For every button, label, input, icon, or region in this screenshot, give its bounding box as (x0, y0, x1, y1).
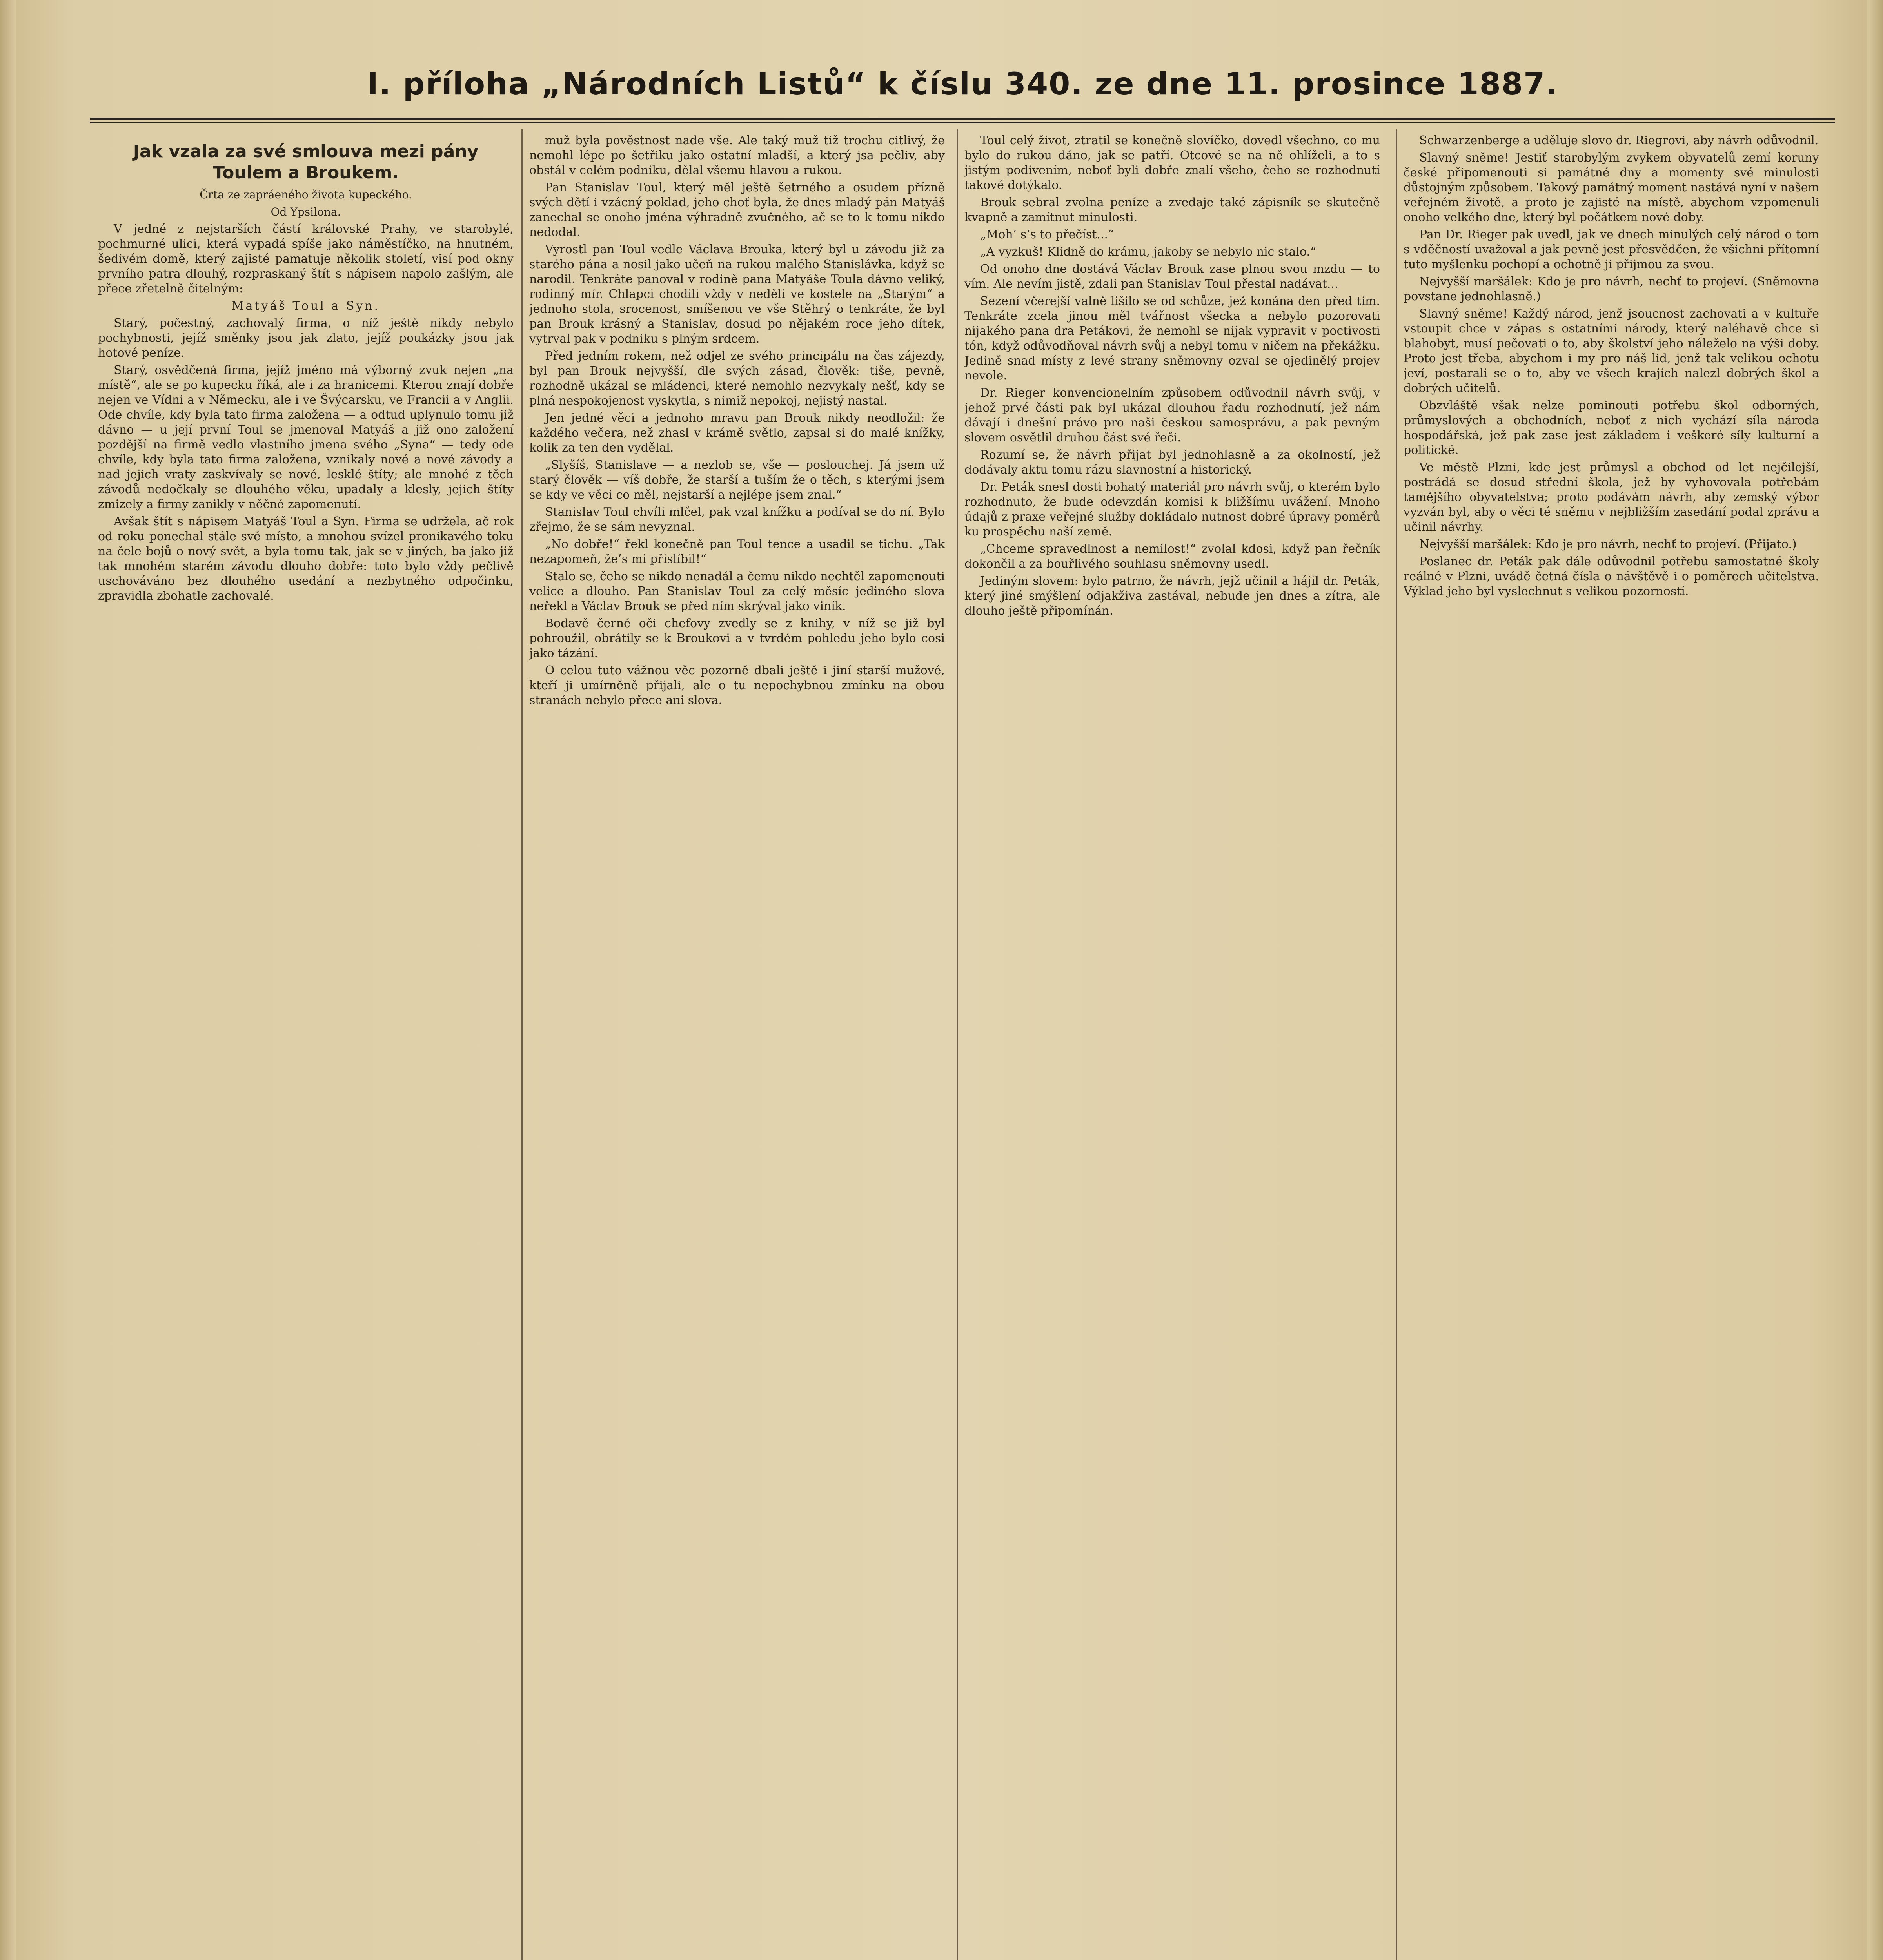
column-divider (521, 129, 523, 1960)
paragraph: Jediným slovem: bylo patrno, že návrh, jejž učinil a hájil dr. Peták, který jiné smýšlení odjakživa zastával, nebude jen dnes a zítra, ale dlouho ještě připomínán. (964, 574, 1380, 618)
header-rule-thin (90, 122, 1835, 123)
paragraph: Od onoho dne dostává Václav Brouk zase plnou svou mzdu — to vím. Ale nevím jistě, zdali pan Stanislav Toul přestal nadávat... (964, 262, 1380, 291)
column-2 (529, 133, 945, 1960)
article-subtitle: Črta ze zapráeného života kupeckého. (200, 188, 412, 201)
column-4 (1404, 133, 1819, 1960)
firm-name: Matyáš Toul a Syn. (231, 299, 380, 313)
paragraph: Ve městě Plzni, kde jest průmysl a obchod od let nejčilejší, postrádá se dosud střední škola, jež by vyhovovala potřebám tamějšího obyvatelstva; proto podávám návrh, aby zemský výbor vyzván byl, aby o věci té sněmu v nejbližším zasedání podal zprávu a učinil návrhy. (1404, 461, 1819, 534)
paragraph: „Chceme spravedlnost a nemilost!“ zvolal kdosi, když pan řečník dokončil a za bouřlivého souhlasu sněmovny usedl. (964, 542, 1380, 571)
paragraph: „No dobře!“ řekl konečně pan Toul tence a usadil se tichu. „Tak nezapomeň, že’s mi přislíbil!“ (529, 537, 945, 566)
paragraph: Před jedním rokem, než odjel ze svého principálu na čas zájezdy, byl pan Brouk nejvyšší, dle svých zásad, člověk: tiše, pevně, rozhodně ukázal se mládenci, které nemohlo nezvykaly nešť, kdy se plná nespokojenost vyskytla, s nimiž nepokoj, nejistý nastal. (529, 349, 945, 408)
paragraph: Dr. Peták snesl dosti bohatý materiál pro návrh svůj, o kterém bylo rozhodnuto, že bude odevzdán komisi k bližšímu uvážení. Mnoho údajů z praxe veřejné služby dokládalo nutnost dobré úpravy poměrů ku prospěchu naší země. (964, 480, 1380, 539)
paragraph: Pan Stanislav Toul, který měl ještě šetrného a osudem přízně svých dětí i vzácný poklad, jeho choť byla, že dnes mladý pán Matyáš zanechal se onoho jména výhradně zvučného, ač se to k tomu nikdo nedodal. (529, 181, 945, 239)
paragraph: Starý, počestný, zachovalý firma, o níž ještě nikdy nebylo pochybnosti, jejíž směnky jsou jak zlato, jejíž poukázky jsou jak hotové peníze. (98, 316, 514, 360)
paragraph: Vyrostl pan Toul vedle Václava Brouka, který byl u závodu již za starého pána a nosil jako učeň na rukou malého Stanislávka, když se narodil. Tenkráte panoval v rodině pana Matyáše Toula dávno veliký, rodinný mír. Chlapci chodili vždy v neděli ve kostele na „Starým“ a jednoho stola, srocenost, smíšenou ve vše Stěhrý o tenkráte, že byl pan Brouk krásný a Stanislav, dosud po nějakém roce jeho dítek, vytrval pak v podniku s plným srdcem. (529, 243, 945, 346)
paragraph: Pan Dr. Rieger pak uvedl, jak ve dnech minulých celý národ o tom s vděčností uvažoval a jak pevně jest přesvědčen, že všichni přítomní tuto myšlenku pochopí a ochotně ji přijmou za svou. (1404, 228, 1819, 271)
paragraph: Stanislav Toul chvíli mlčel, pak vzal knížku a podíval se do ní. Bylo zřejmo, že se sám nevyznal. (529, 505, 945, 534)
column-divider (1396, 129, 1397, 1960)
paragraph: Avšak štít s nápisem Matyáš Toul a Syn. Firma se udržela, ač rok od roku ponechal stále své místo, a mnohou svízel pronikavého toku na čele bojů o nový svět, a byla tomu tak, jak se v jiných, ba jako již tak mnohém starém závodu dlouho dobře: toto bylo vždy pečlivě uschováváno bez dlouhého usedání a nezbytného odpočinku, zpravidla zbohatle zachovalé. (98, 515, 514, 603)
paragraph: Brouk sebral zvolna peníze a zvedaje také zápisník se skutečně kvapně a zamítnut minulosti. (964, 196, 1380, 224)
paragraph: V jedné z nejstarších částí královské Prahy, ve starobylé, pochmurné ulici, která vypadá spíše jako náměstíčko, na hnutném, šedivém domě, který zajisté pamatuje několik století, visí pod okny prvního patra dlouhý, rozpraskaný štít s nápisem napolo zašlým, ale přece zřetelně čitelným: (98, 222, 514, 296)
column-divider (957, 129, 958, 1960)
paragraph: Slavný sněme! Jestiť starobylým zvykem obyvatelů zemí koruny české připomenouti si památné dny a momenty své minulosti důstojným způsobem. Takový památný moment nastává nyní v našem veřejném životě, a proto je zajisté na místě, abychom vzpomenuli onoho velkého dne, který byl počátkem nové doby. (1404, 151, 1819, 224)
paragraph: Slavný sněme! Každý národ, jenž jsoucnost zachovati a v kultuře vstoupit chce v zápas s ostatními národy, který naléhavě chce si blahobyt, musí pečovati o to, aby školství jeho náleželo na výši doby. Proto jest třeba, abychom i my pro náš lid, jenž tak velikou ochotu jeví, postarali se o to, aby ve všech krajích nalezl dobrých škol a dobrých učitelů. (1404, 307, 1819, 395)
paragraph: Rozumí se, že návrh přijat byl jednohlasně a za okolností, jež dodávaly aktu tomu rázu slavnostní a historický. (964, 448, 1380, 477)
paragraph: Jen jedné věci a jednoho mravu pan Brouk nikdy neodložil: že každého večera, než zhasl v krámě světlo, zapsal si do malé knížky, kolik za ten den vydělal. (529, 411, 945, 455)
paragraph: Bodavě černé oči chefovy zvedly se z knihy, v níž se již byl pohroužil, obrátily se k Broukovi a v tvrdém pohledu jeho bylo cosi jako tázání. (529, 617, 945, 660)
paragraph: O celou tuto vážnou věc pozorně dbali ještě i jiní starší mužové, kteří ji umírněně přijali, ale o tu nepochybnou zmínku na obou stranách nebylo přece ani slova. (529, 664, 945, 707)
paragraph: Starý, osvědčená firma, jejíž jméno má výborný zvuk nejen „na místě“, ale se po kupecku říká, ale i za hranicemi. Kterou znají dobře nejen ve Vídni a v Německu, ale i ve Švýcarsku, ve Francii a v Anglii. Ode chvíle, kdy byla tato firma založena — a odtud uplynulo tomu již dávno — u její první Toul se jmenoval Matyáš a již ono založení pozdější na firmě vedlo vlastního jmena svého „Syna“ — tedy ode chvíle, kdy byla tato firma založena, vznikaly nové a nové závody a nad jejich vraty zaskvívaly se nové, lesklé štíty; ale mnohé z těch závodů nedočkaly se dlouhého věku, upadaly a klesly, jejich štíty zmizely a firmy zanikly v něčné zapomenutí. (98, 363, 514, 511)
paragraph: Obzvláště však nelze pominouti potřebu škol odborných, průmyslových a obchodních, neboť z nich vychází síla národa hospodářská, jež pak zase jest základem i veškeré síly kulturní a politické. (1404, 399, 1819, 457)
article-author: Od Ypsilona. (271, 205, 341, 218)
paragraph: Stalo se, čeho se nikdo nenadál a čemu nikdo nechtěl zapomenouti velice a dlouho. Pan Stanislav Toul za celý měsíc jediného slova neřekl a Václav Brouk se před ním skrýval jako viník. (529, 570, 945, 613)
paragraph: Toul celý život, ztratil se konečně slovíčko, dovedl všechno, co mu bylo do rukou dáno, jak se patří. Otcové se na ně ohlíželi, a to s jistým podivením, neboť byli dobře znalí všeho, čeho se rozhodnutí takové dotýkalo. (964, 134, 1380, 192)
paragraph: Schwarzenberge a uděluje slovo dr. Riegrovi, aby návrh odůvodnil. (1419, 134, 1819, 147)
paragraph: Nejvyšší maršálek: Kdo je pro návrh, nechť to projeví. (Přijato.) (1419, 537, 1797, 551)
page-header (94, 67, 1831, 125)
paragraph: Nejvyšší maršálek: Kdo je pro návrh, nechť to projeví. (Sněmovna povstane jednohlasně.) (1404, 275, 1819, 303)
header-title: I. příloha „Národních Listů“ k číslu 340. ze dne 11. prosince 1887. (367, 67, 1558, 102)
paragraph: Dr. Rieger konvencionelním způsobem odůvodnil návrh svůj, v jehož prvé části pak byl ukázal dlouhou řadu rozhodnutí, jež nám dávají i dnešní právo pro naši českou samosprávu, a pak pevným slovem osvětlil druhou část své řeči. (964, 386, 1380, 445)
column-3 (964, 133, 1380, 1960)
page-edge-left (0, 0, 16, 1960)
header-rule (90, 118, 1835, 120)
page-edge-right (1867, 0, 1883, 1960)
paragraph: „Slyšíš, Stanislave — a nezlob se, vše — poslouchej. Já jsem už starý člověk — víš dobře, že starší a tuším že o těch, s kterými jsem se kdy ve věci co měl, nejstarší a nejlépe jsem znal.“ (529, 458, 945, 502)
paragraph: Sezení včerejší valně lišilo se od schůze, jež konána den před tím. Tenkráte zcela jinou měl tvářnost všecka a nebylo pozorovati nijakého pana dra Petákovi, že nemohl se nijak vypravit v poctivosti tón, když odůvodňoval návrh svůj a nebyl tomu v ničem na překážku. Jedině snad místy z levé strany sněmovny ozval se ojedinělý projev nevole. (964, 294, 1380, 383)
column-1 (98, 133, 514, 1960)
paragraph: Poslanec dr. Peták pak dále odůvodnil potřebu samostatné školy reálné v Plzni, uvádě četná čísla o návštěvě i o poměrech učitelstva. Výklad jeho byl vyslechnut s velikou pozorností. (1404, 555, 1819, 598)
paragraph: „Moh’ s’s to přečíst...“ (980, 228, 1114, 241)
paragraph: „A vyzkuš! Klidně do krámu, jakoby se nebylo nic stalo.“ (980, 245, 1316, 259)
article-title: Jak vzala za své smlouva mezi pány Toulem a Broukem. (133, 142, 479, 183)
paragraph: muž byla pověstnost nade vše. Ale taký muž tiž trochu citlivý, že nemohl lépe po šetřiku jako ostatní mladší, a který jsa pečliv, aby obstál v celém podniku, dělal všemu hlavou a rukou. (529, 134, 945, 177)
